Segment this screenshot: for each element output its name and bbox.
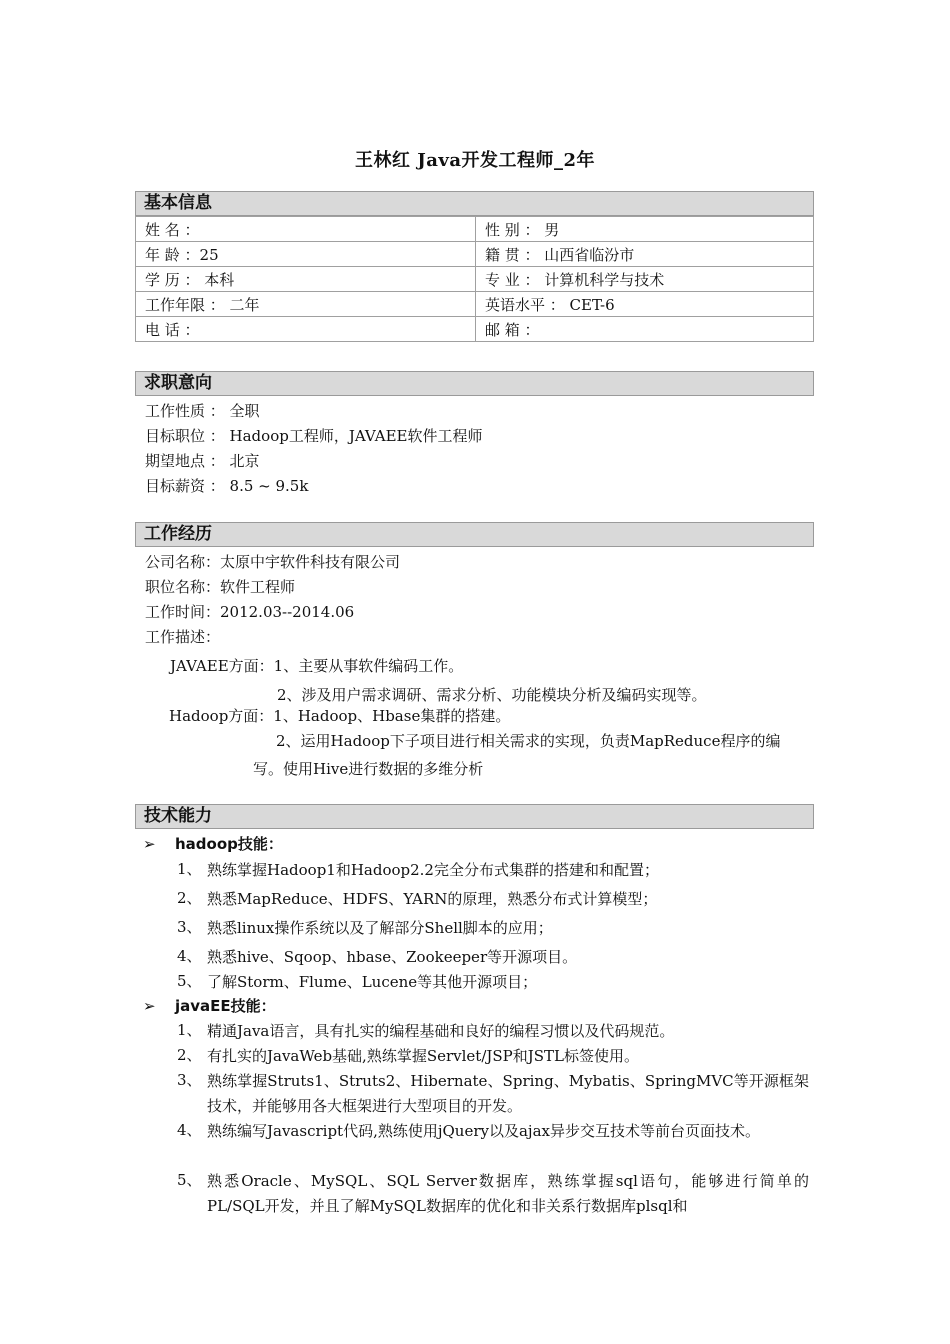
- table-row: [136, 242, 814, 267]
- list-item-text: 精通Java语言，具有扎实的编程基础和良好的编程习惯以及代码规范。: [207, 1022, 675, 1040]
- list-item-text: 熟悉hive、Sqoop、hbase、Zookeeper等开源项目。: [207, 948, 578, 966]
- info-education: 学 历 ： 本科: [136, 267, 476, 292]
- intention-location: 期望地点 ： 北京: [145, 452, 260, 470]
- list-item: [177, 916, 809, 941]
- list-item-number: 1、: [177, 860, 202, 878]
- resume-title: 王林红 Java开发工程师_2年: [354, 150, 596, 171]
- arrow-bullet-icon: ➢: [143, 997, 156, 1015]
- list-item: [177, 1069, 809, 1119]
- experience-desc-label: 工作描述：: [145, 628, 221, 646]
- info-age: 年 龄 ：25: [136, 242, 476, 267]
- intention-salary: 目标薪资 ： 8.5 ~ 9.5k: [145, 477, 309, 495]
- list-item-text: 熟悉MapReduce、HDFS、YARN的原理，熟悉分布式计算模型；: [207, 890, 658, 908]
- section-heading-basic-info: 基本信息: [135, 191, 814, 216]
- list-item-number: 3、: [177, 918, 202, 936]
- table-row: [136, 292, 814, 317]
- list-item-text: 了解Storm、Flume、Lucene等其他开源项目；: [207, 973, 538, 991]
- list-item-number: 4、: [177, 947, 202, 965]
- intention-target-position: 目标职位 ： Hadoop工程师，JAVAEE软件工程师: [145, 427, 483, 445]
- list-item-text: 熟练掌握Hadoop1和Hadoop2.2完全分布式集群的搭建和和配置；: [207, 861, 659, 879]
- section-heading-experience: 工作经历: [135, 522, 814, 547]
- info-major: 专 业 ： 计算机科学与技术: [476, 267, 814, 292]
- list-item: [177, 1044, 809, 1069]
- info-work-years: 工作年限 ： 二年: [136, 292, 476, 317]
- skill-group-javaee: [143, 995, 276, 1016]
- experience-company: 公司名称：太原中宇软件科技有限公司: [145, 553, 401, 571]
- list-item-text: 熟悉linux操作系统以及了解部分Shell脚本的应用；: [207, 919, 553, 937]
- list-item-text: 熟练编写Javascript代码,熟练使用jQuery以及ajax异步交互技术等前台页面技术。: [207, 1122, 760, 1140]
- experience-desc-line: 2、运用Hadoop下子项目进行相关需求的实现，负责MapReduce程序的编: [276, 732, 781, 750]
- table-row: [136, 267, 814, 292]
- list-item-text: 熟悉Oracle、MySQL、SQL Server数据库，熟练掌握sql语句，能够进行简单的PL/SQL开发，并且了解MySQL数据库的优化和非关系行数据库plsql和: [207, 1172, 809, 1215]
- list-item-text: 熟练掌握Struts1、Struts2、Hibernate、Spring、Mybatis、SpringMVC等开源框架技术，并能够用各大框架进行大型项目的开发。: [207, 1072, 809, 1115]
- list-item-number: 5、: [177, 972, 202, 990]
- list-item: [177, 858, 809, 883]
- experience-position: 职位名称：软件工程师: [145, 578, 296, 596]
- experience-desc-line: 2、涉及用户需求调研、需求分析、功能模块分析及编码实现等。: [277, 686, 707, 704]
- info-email: 邮 箱 ：: [476, 317, 814, 342]
- info-name: 姓 名 ：: [136, 217, 476, 242]
- list-item-number: 2、: [177, 1046, 202, 1064]
- basic-info-table: [135, 216, 814, 342]
- intention-job-type: 工作性质 ： 全职: [145, 402, 260, 420]
- table-row: [136, 317, 814, 342]
- info-phone: 电 话 ：: [136, 317, 476, 342]
- skill-group-title: hadoop技能：: [175, 835, 283, 853]
- skill-group-title: javaEE技能：: [175, 997, 276, 1015]
- info-gender: 性 别 ： 男: [476, 217, 814, 242]
- list-item-number: 3、: [177, 1071, 202, 1089]
- experience-desc-line: Hadoop方面：1、Hadoop、Hbase集群的搭建。: [169, 707, 511, 725]
- list-item: [177, 1019, 809, 1044]
- list-item-number: 2、: [177, 889, 202, 907]
- info-hometown: 籍 贯 ： 山西省临汾市: [476, 242, 814, 267]
- list-item-text: 有扎实的JavaWeb基础,熟练掌握Servlet/JSP和JSTL标签使用。: [207, 1047, 640, 1065]
- table-row: [136, 217, 814, 242]
- list-item: [177, 887, 809, 912]
- section-heading-intention: 求职意向: [135, 371, 814, 396]
- list-item-number: 5、: [177, 1171, 202, 1189]
- arrow-bullet-icon: ➢: [143, 835, 156, 853]
- experience-period: 工作时间：2012.03--2014.06: [145, 603, 355, 621]
- experience-desc-line: 写。使用Hive进行数据的多维分析: [253, 760, 484, 778]
- info-english-level: 英语水平 ： CET-6: [476, 292, 814, 317]
- list-item: [177, 970, 809, 995]
- list-item: [177, 1169, 809, 1219]
- list-item-number: 1、: [177, 1021, 202, 1039]
- list-item: [177, 945, 809, 970]
- skill-group-hadoop: [143, 833, 283, 854]
- list-item-number: 4、: [177, 1121, 202, 1139]
- list-item: [177, 1119, 809, 1144]
- experience-desc-line: JAVAEE方面：1、主要从事软件编码工作。: [170, 657, 464, 675]
- section-heading-skills: 技术能力: [135, 804, 814, 829]
